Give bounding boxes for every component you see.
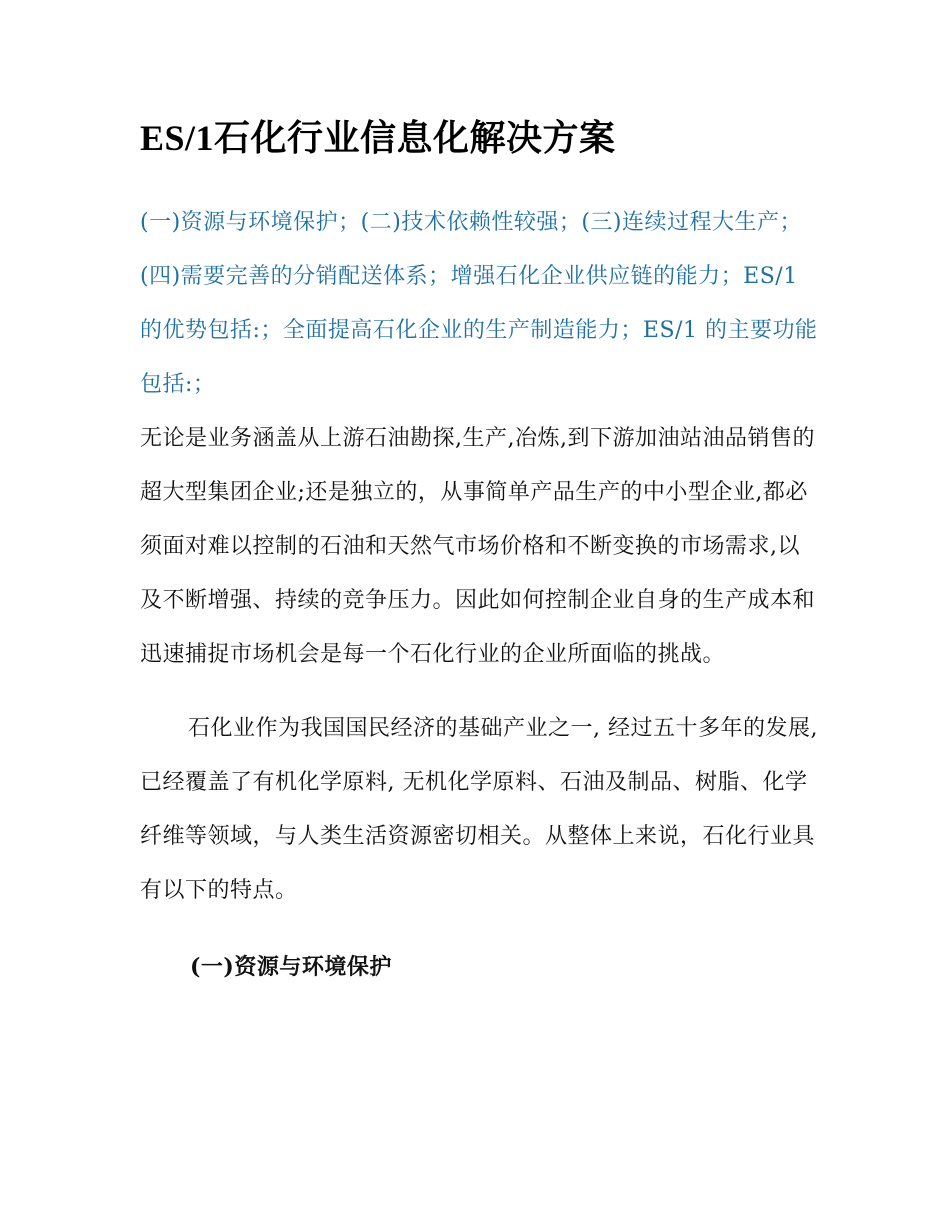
industry-paragraph: 石化业作为我国国民经济的基础产业之一, 经过五十多年的发展, 已经覆盖了有机化学原料, 无机化学原料、石油及制品、树脂、化学纤维等领域，与人类生活资源密切相关。从整体上来说，石化行业具有以下的特点。	[140, 716, 818, 903]
summary-keywords: (一)资源与环境保护；(二)技术依赖性较强；(三)连续过程大生产；(四)需要完善的分销配送体系；增强石化企业供应链的能力；ES/1 的优势包括:；全面提高石化企业的生产制造能力；ES/1 的主要功能包括:；	[140, 210, 818, 397]
document-title: ES/1石化行业信息化解决方案	[140, 118, 616, 158]
intro-paragraph: 无论是业务涵盖从上游石油勘探,生产,冶炼,到下游加油站油品销售的超大型集团企业;还是独立的，从事简单产品生产的中小型企业,都必须面对难以控制的石油和天然气市场价格和不断变换的市场需求,以及不断增强、持续的竞争压力。因此如何控制企业自身的生产成本和迅速捕捉市场机会是每一个石化行业的企业所面临的挑战。	[140, 426, 816, 667]
section-heading: (一)资源与环境保护	[190, 954, 392, 980]
document-page	[140, 108, 820, 994]
